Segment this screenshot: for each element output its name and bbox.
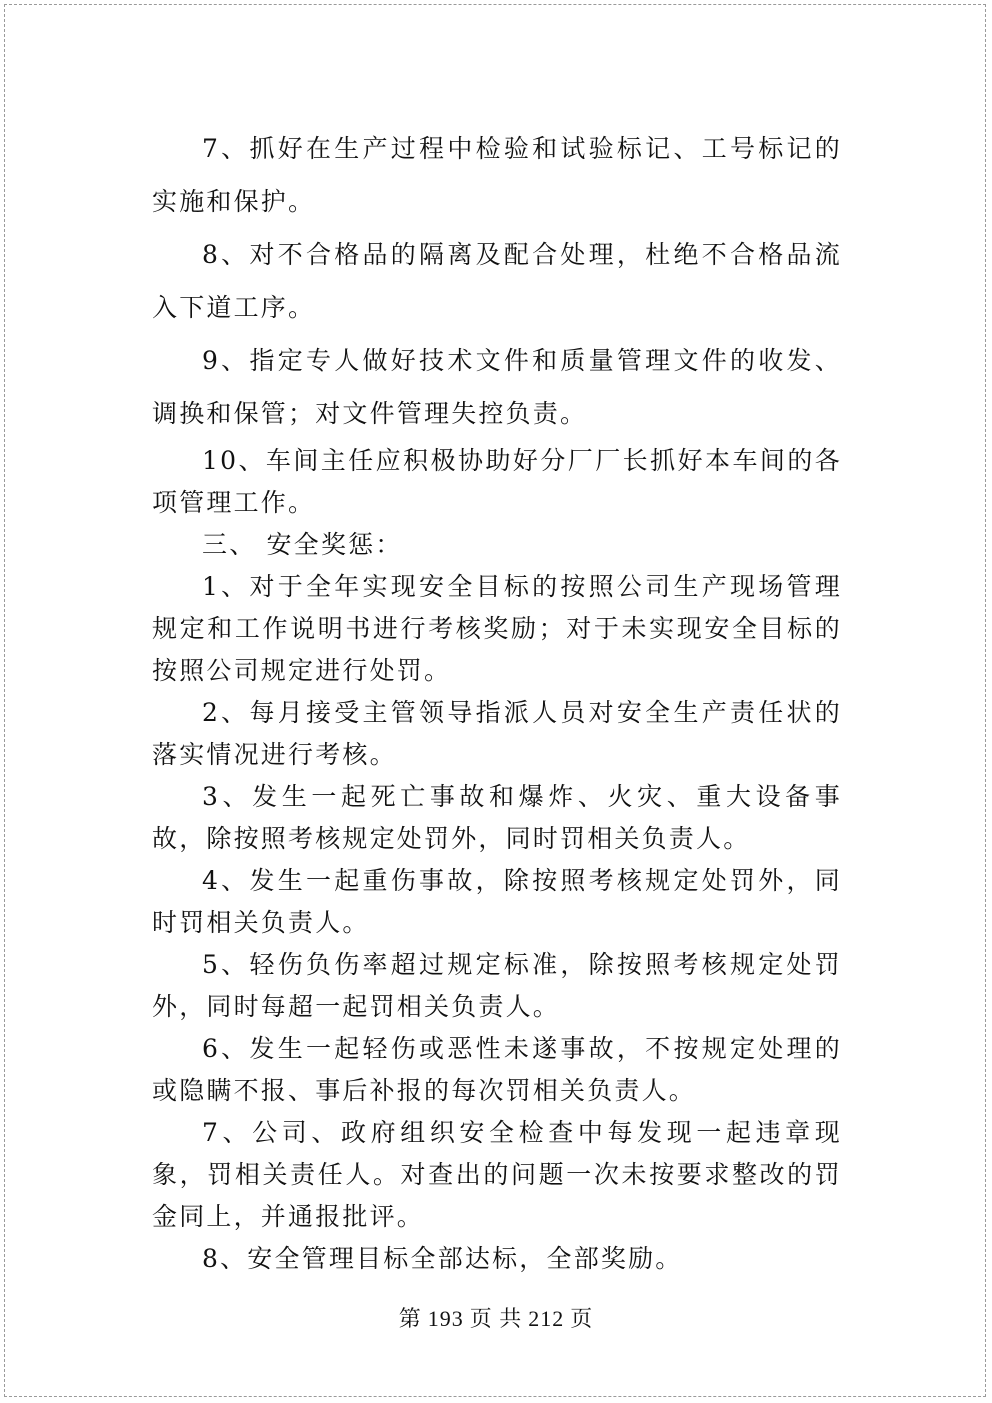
paragraph-item-9: 9、指定专人做好技术文件和质量管理文件的收发、调换和保管；对文件管理失控负责。	[152, 346, 842, 428]
page-footer	[0, 1302, 992, 1333]
footer-total-pages: 212	[528, 1306, 565, 1331]
paragraph-item-10: 10、车间主任应积极协助好分厂厂长抓好本车间的各项管理工作。	[152, 446, 842, 517]
footer-middle: 页 共	[469, 1306, 523, 1331]
paragraph-safety-4: 4、发生一起重伤事故，除按照考核规定处罚外，同时罚相关负责人。	[152, 866, 842, 937]
paragraph-safety-7: 7、公司、政府组织安全检查中每发现一起违章现象，罚相关责任人。对查出的问题一次未按要求整改的罚金同上，并通报批评。	[152, 1118, 842, 1231]
paragraph-item-8: 8、对不合格品的隔离及配合处理，杜绝不合格品流入下道工序。	[152, 240, 842, 322]
footer-prefix: 第	[398, 1306, 422, 1331]
paragraph-safety-2: 2、每月接受主管领导指派人员对安全生产责任状的落实情况进行考核。	[152, 698, 842, 769]
document-body	[152, 122, 842, 1280]
paragraph-item-7: 7、抓好在生产过程中检验和试验标记、工号标记的实施和保护。	[152, 134, 842, 216]
paragraph-safety-1: 1、对于全年实现安全目标的按照公司生产现场管理规定和工作说明书进行考核奖励；对于未实现安全目标的按照公司规定进行处罚。	[152, 572, 842, 685]
paragraph-safety-3: 3、发生一起死亡事故和爆炸、火灾、重大设备事故，除按照考核规定处罚外，同时罚相关负责人。	[152, 782, 842, 853]
section-heading-safety-rewards: 三、 安全奖惩：	[202, 530, 403, 559]
paragraph-safety-5: 5、轻伤负伤率超过规定标准，除按照考核规定处罚外，同时每超一起罚相关负责人。	[152, 950, 842, 1021]
footer-suffix: 页	[570, 1306, 594, 1331]
footer-current-page: 193	[427, 1306, 464, 1331]
paragraph-safety-8: 8、安全管理目标全部达标，全部奖励。	[202, 1244, 683, 1273]
paragraph-safety-6: 6、发生一起轻伤或恶性未遂事故，不按规定处理的或隐瞒不报、事后补报的每次罚相关负责人。	[152, 1034, 842, 1105]
